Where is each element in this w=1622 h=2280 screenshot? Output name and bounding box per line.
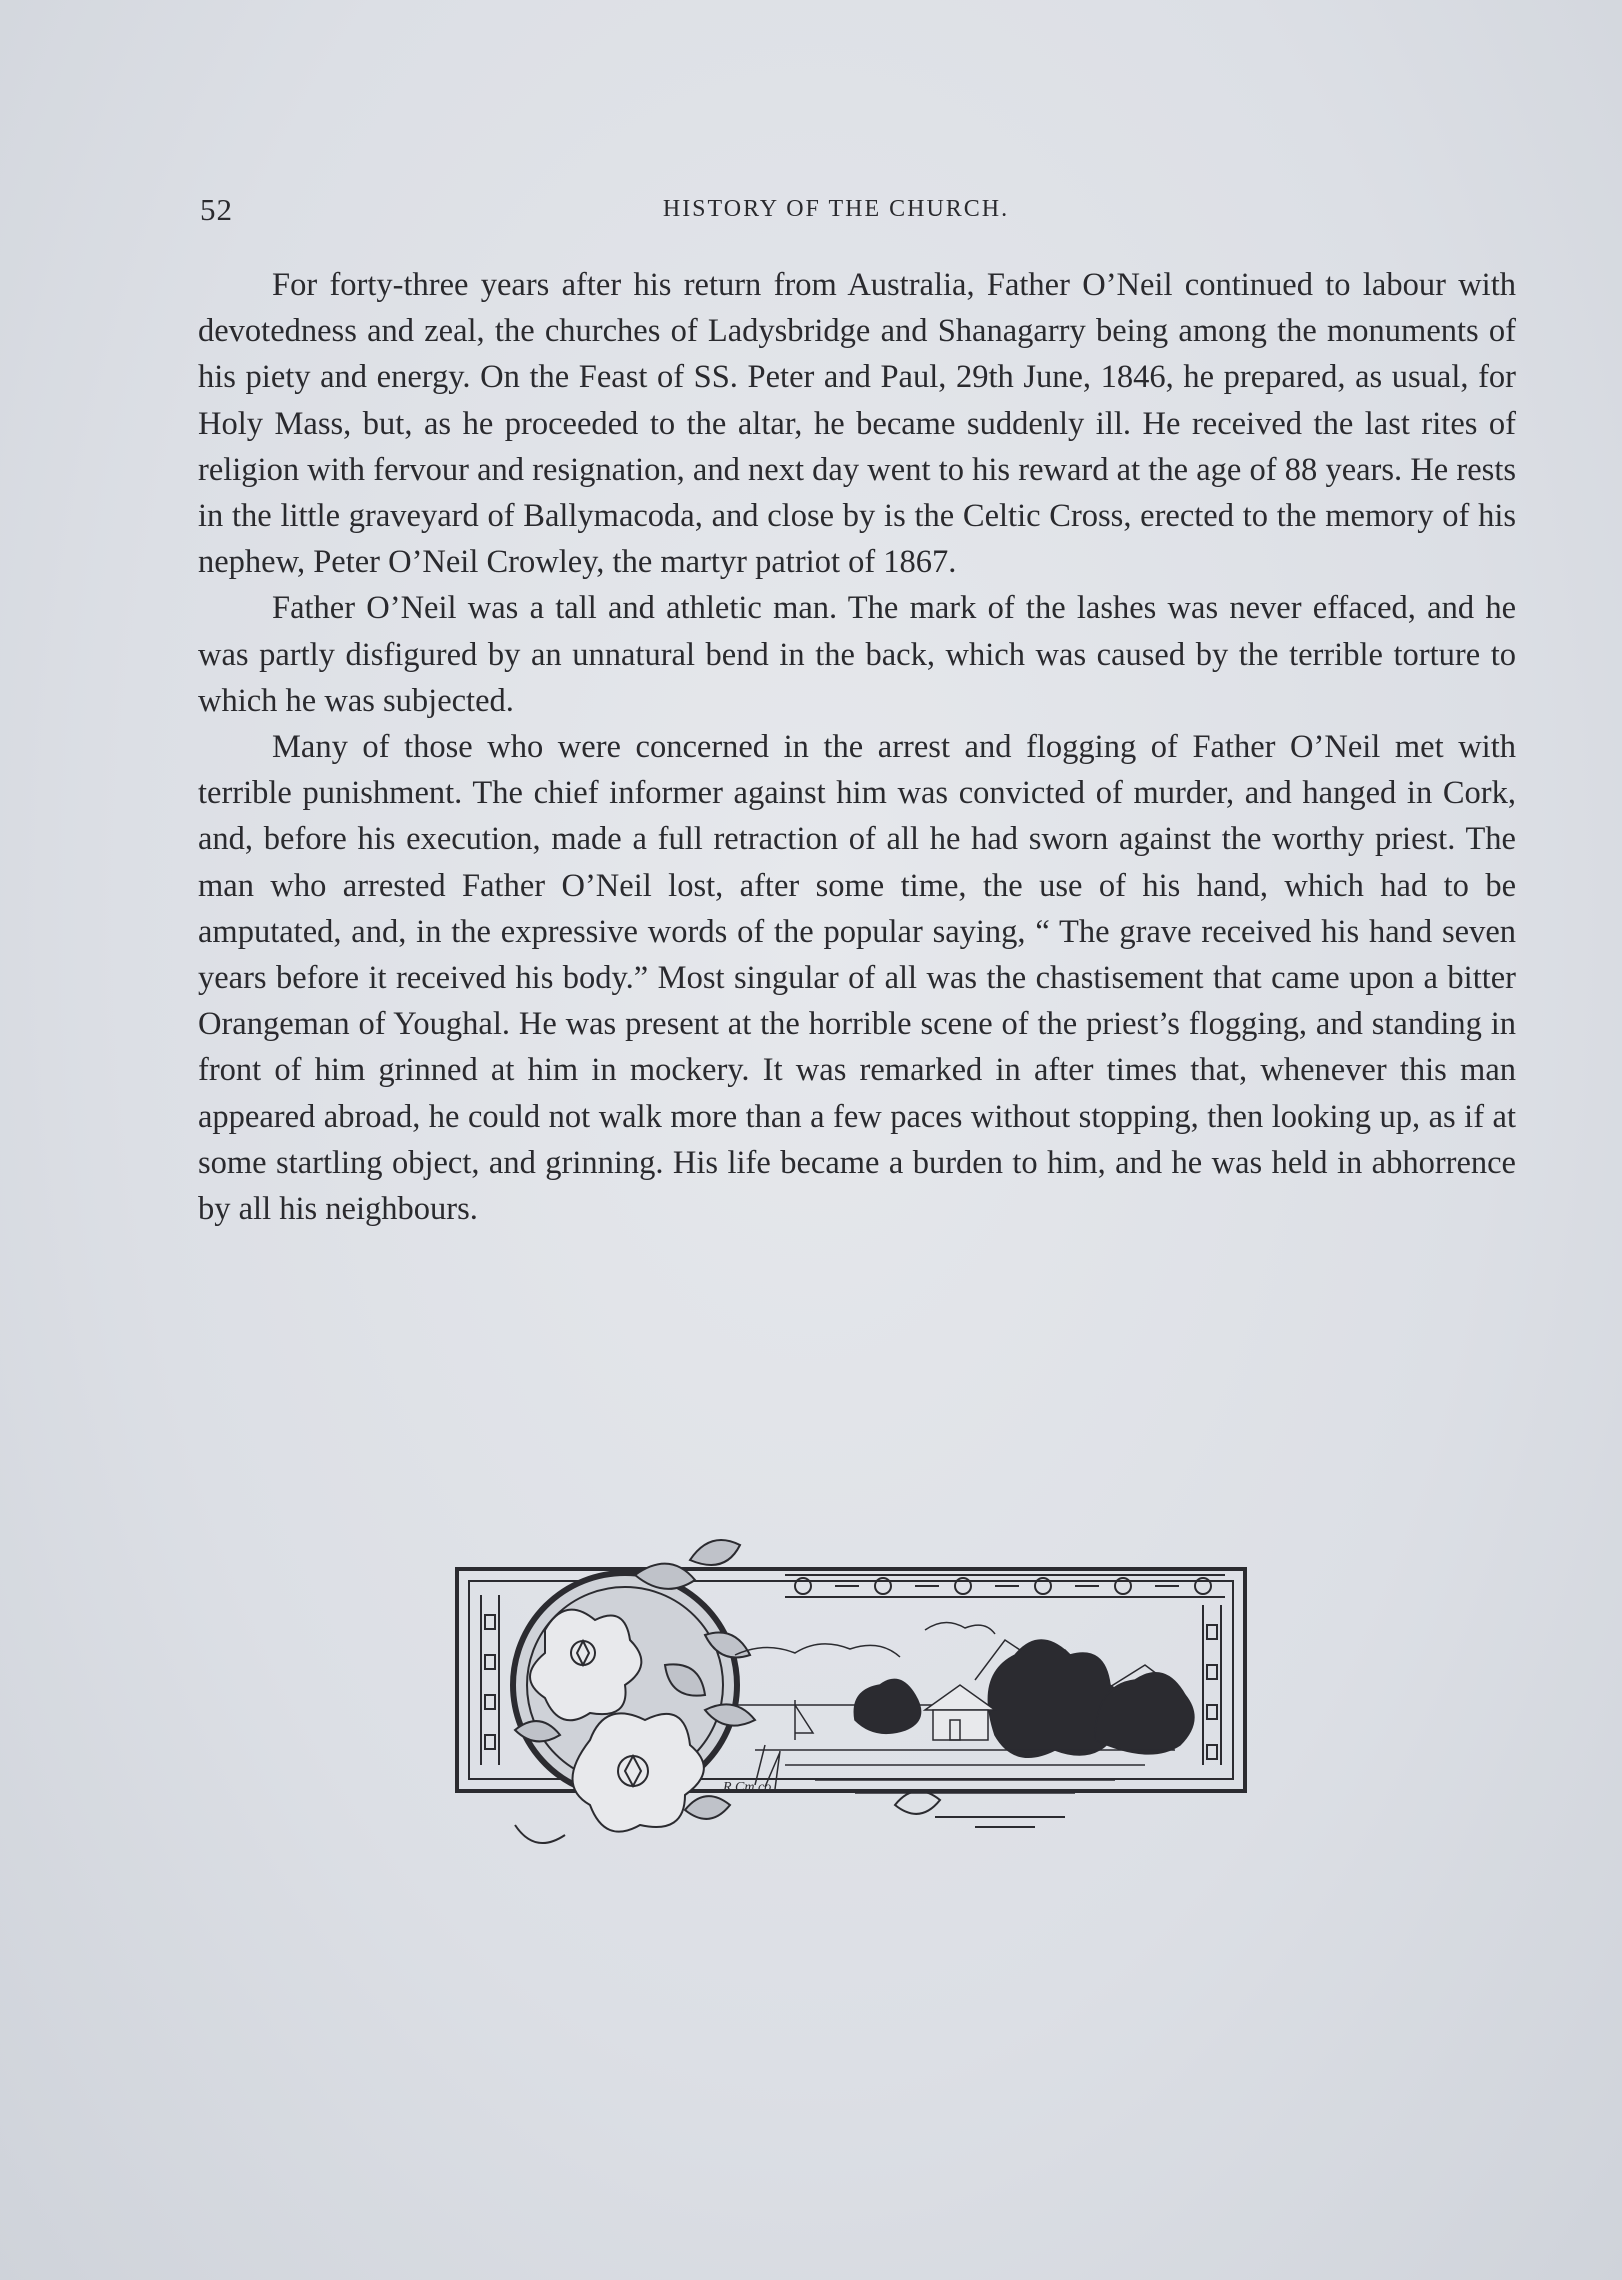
paragraph-3: Many of those who were concerned in the arrest and flogging of Father O’Neil met with terrible punishment. The chief informer against him was convicted of murder, and hanged in Cork, and, before his execution, made a full retraction of all he had sworn against the worthy priest. The man who arrested Father O’Neil lost, after some time, the use of his hand, which had to be amputated, and, in the expressive words of the popular saying, “ The grave received his hand seven years before it received his body.” Most singular of all was the chastisement that came upon a bitter Orangeman of Youghal. He was present at the horrible scene of the priest’s flogging, and standing in front of him grinned at him in mockery. It was remarked in after times that, whenever this man appeared abroad, he could not walk more than a few paces without stopping, then looking up, as if at some startling object, and grinning. His life became a burden to him, and he was held in abhorrence by all his neighbours. <box>198 729 1516 1228</box>
page-number: 52 <box>200 192 233 227</box>
clouds <box>735 1644 900 1657</box>
trees <box>854 1640 1194 1757</box>
running-title: HISTORY OF THE CHURCH. <box>662 196 1010 222</box>
meander-band <box>785 1575 1225 1597</box>
right-meander <box>1203 1605 1221 1765</box>
running-head <box>200 192 1512 232</box>
landscape-scene <box>735 1622 1194 1793</box>
body-text <box>198 262 1516 1232</box>
tailpiece-illustration <box>455 1535 1250 1865</box>
left-meander <box>481 1595 499 1765</box>
sailboat <box>795 1700 813 1740</box>
engraver-signature: R.Cm.co. <box>723 1780 775 1795</box>
water <box>755 1750 1175 1793</box>
cottage <box>925 1685 995 1740</box>
paragraph-2: Father O’Neil was a tall and athletic man. The mark of the lashes was never effaced, and he was partly disfigured by an unnatural bend in the back, which was caused by the terrible torture to which he was subjected. <box>198 590 1516 719</box>
tailpiece-vignette <box>455 1535 1250 1865</box>
paragraph-1: For forty-three years after his return from Australia, Father O’Neil continued to labour with devotedness and zeal, the churches of Ladysbridge and Shanagarry being among the monuments of his piety and energy. On the Feast of SS. Peter and Paul, 29th June, 1846, he prepared, as usual, for Holy Mass, but, as he proceeded to the altar, he became suddenly ill. He received the last rites of religion with fervour and resignation, and next day went to his reward at the age of 88 years. He rests in the little graveyard of Ballymacoda, and close by is the Celtic Cross, erected to the memory of his nephew, Peter O’Neil Crowley, the martyr patriot of 1867. <box>198 267 1516 581</box>
